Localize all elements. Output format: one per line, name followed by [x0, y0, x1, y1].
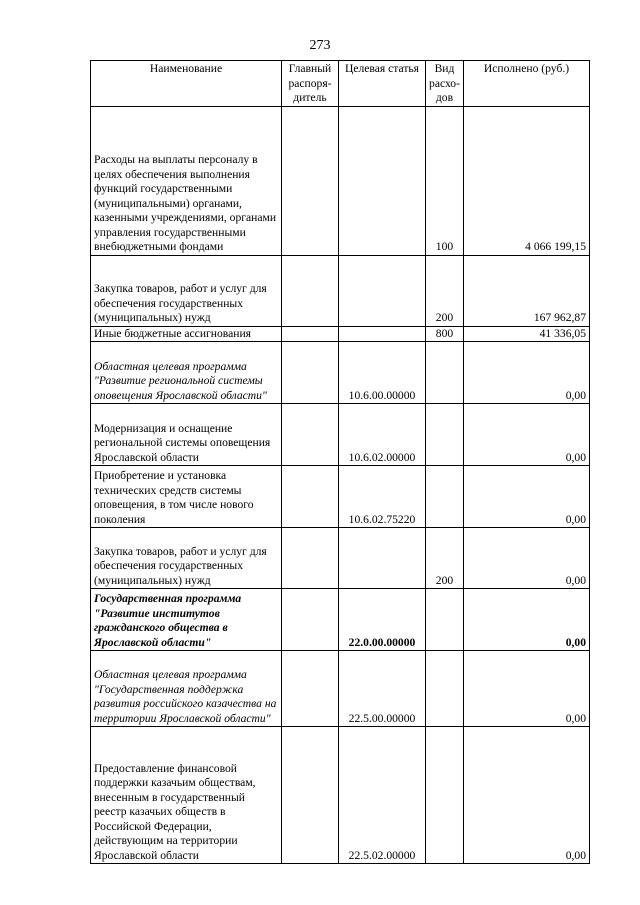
row-expense-type-cell — [426, 404, 464, 466]
row-name-cell: Предоставление финансовой поддержки казачьим обществам, внесенным в государственный реестр казачьих обществ в Российской Федерации, действующим на территории Ярославской области — [91, 727, 282, 864]
row-expense-type-cell — [426, 727, 464, 864]
row-target-article-cell: 22.5.02.00000 — [339, 727, 426, 864]
table-row — [91, 106, 590, 255]
page-number: 273 — [309, 38, 331, 53]
row-expense-type-cell — [426, 651, 464, 727]
row-executed-cell: 0,00 — [464, 589, 590, 651]
row-chief-administrator-cell — [282, 528, 339, 589]
row-executed-cell: 41 336,05 — [464, 326, 590, 342]
header-target-article: Целевая статья — [339, 61, 426, 107]
table-row — [91, 727, 590, 864]
header-name: Наименование — [91, 61, 282, 107]
row-name-cell: Приобретение и установка технических средств системы оповещения, в том числе нового поколения — [91, 466, 282, 528]
row-executed-cell: 0,00 — [464, 342, 590, 404]
row-name-cell: Государственная программа "Развитие институтов гражданского общества в Ярославской области" — [91, 589, 282, 651]
row-expense-type-cell: 800 — [426, 326, 464, 342]
table-row — [91, 589, 590, 651]
row-expense-type-cell — [426, 589, 464, 651]
table-row — [91, 466, 590, 528]
row-target-article-cell: 22.0.00.00000 — [339, 589, 426, 651]
row-executed-cell: 0,00 — [464, 404, 590, 466]
row-chief-administrator-cell — [282, 466, 339, 528]
row-target-article-cell — [339, 528, 426, 589]
row-chief-administrator-cell — [282, 404, 339, 466]
row-name-cell: Расходы на выплаты персоналу в целях обеспечения выполнения функций государственными (муниципальными) органами, казенными учреждениями, органами управления государственными внебюджетными фондами — [91, 106, 282, 255]
row-executed-cell: 0,00 — [464, 466, 590, 528]
row-target-article-cell — [339, 106, 426, 255]
row-expense-type-cell: 200 — [426, 528, 464, 589]
table-row — [91, 651, 590, 727]
row-executed-cell: 0,00 — [464, 651, 590, 727]
budget-execution-table — [90, 60, 590, 864]
row-chief-administrator-cell — [282, 589, 339, 651]
table-header-row — [91, 61, 590, 107]
row-name-cell: Модернизация и оснащение региональной системы оповещения Ярославской области — [91, 404, 282, 466]
row-target-article-cell: 22.5.00.00000 — [339, 651, 426, 727]
row-target-article-cell: 10.6.02.00000 — [339, 404, 426, 466]
row-name-cell: Областная целевая программа "Государственная поддержка развития российского казачества на территории Ярославской области" — [91, 651, 282, 727]
row-target-article-cell — [339, 326, 426, 342]
row-executed-cell: 167 962,87 — [464, 255, 590, 326]
row-target-article-cell — [339, 255, 426, 326]
row-target-article-cell: 10.6.02.75220 — [339, 466, 426, 528]
table-row — [91, 255, 590, 326]
table-row — [91, 342, 590, 404]
row-expense-type-cell — [426, 342, 464, 404]
table-row — [91, 528, 590, 589]
row-chief-administrator-cell — [282, 651, 339, 727]
row-chief-administrator-cell — [282, 326, 339, 342]
row-expense-type-cell — [426, 466, 464, 528]
row-name-cell: Иные бюджетные ассигнования — [91, 326, 282, 342]
row-executed-cell: 0,00 — [464, 727, 590, 864]
row-chief-administrator-cell — [282, 255, 339, 326]
header-executed: Исполнено (руб.) — [464, 61, 590, 107]
row-name-cell: Закупка товаров, работ и услуг для обеспечения государственных (муниципальных) нужд — [91, 255, 282, 326]
row-chief-administrator-cell — [282, 727, 339, 864]
row-target-article-cell: 10.6.00.00000 — [339, 342, 426, 404]
table-row — [91, 404, 590, 466]
row-chief-administrator-cell — [282, 342, 339, 404]
row-executed-cell: 0,00 — [464, 528, 590, 589]
row-expense-type-cell: 200 — [426, 255, 464, 326]
header-expense-type: Вид расхо-дов — [426, 61, 464, 107]
row-name-cell: Областная целевая программа "Развитие региональной системы оповещения Ярославской области" — [91, 342, 282, 404]
header-chief-administrator: Главный распоря-дитель — [282, 61, 339, 107]
row-executed-cell: 4 066 199,15 — [464, 106, 590, 255]
table-body — [91, 106, 590, 864]
row-name-cell: Закупка товаров, работ и услуг для обеспечения государственных (муниципальных) нужд — [91, 528, 282, 589]
row-chief-administrator-cell — [282, 106, 339, 255]
table-row — [91, 326, 590, 342]
row-expense-type-cell: 100 — [426, 106, 464, 255]
